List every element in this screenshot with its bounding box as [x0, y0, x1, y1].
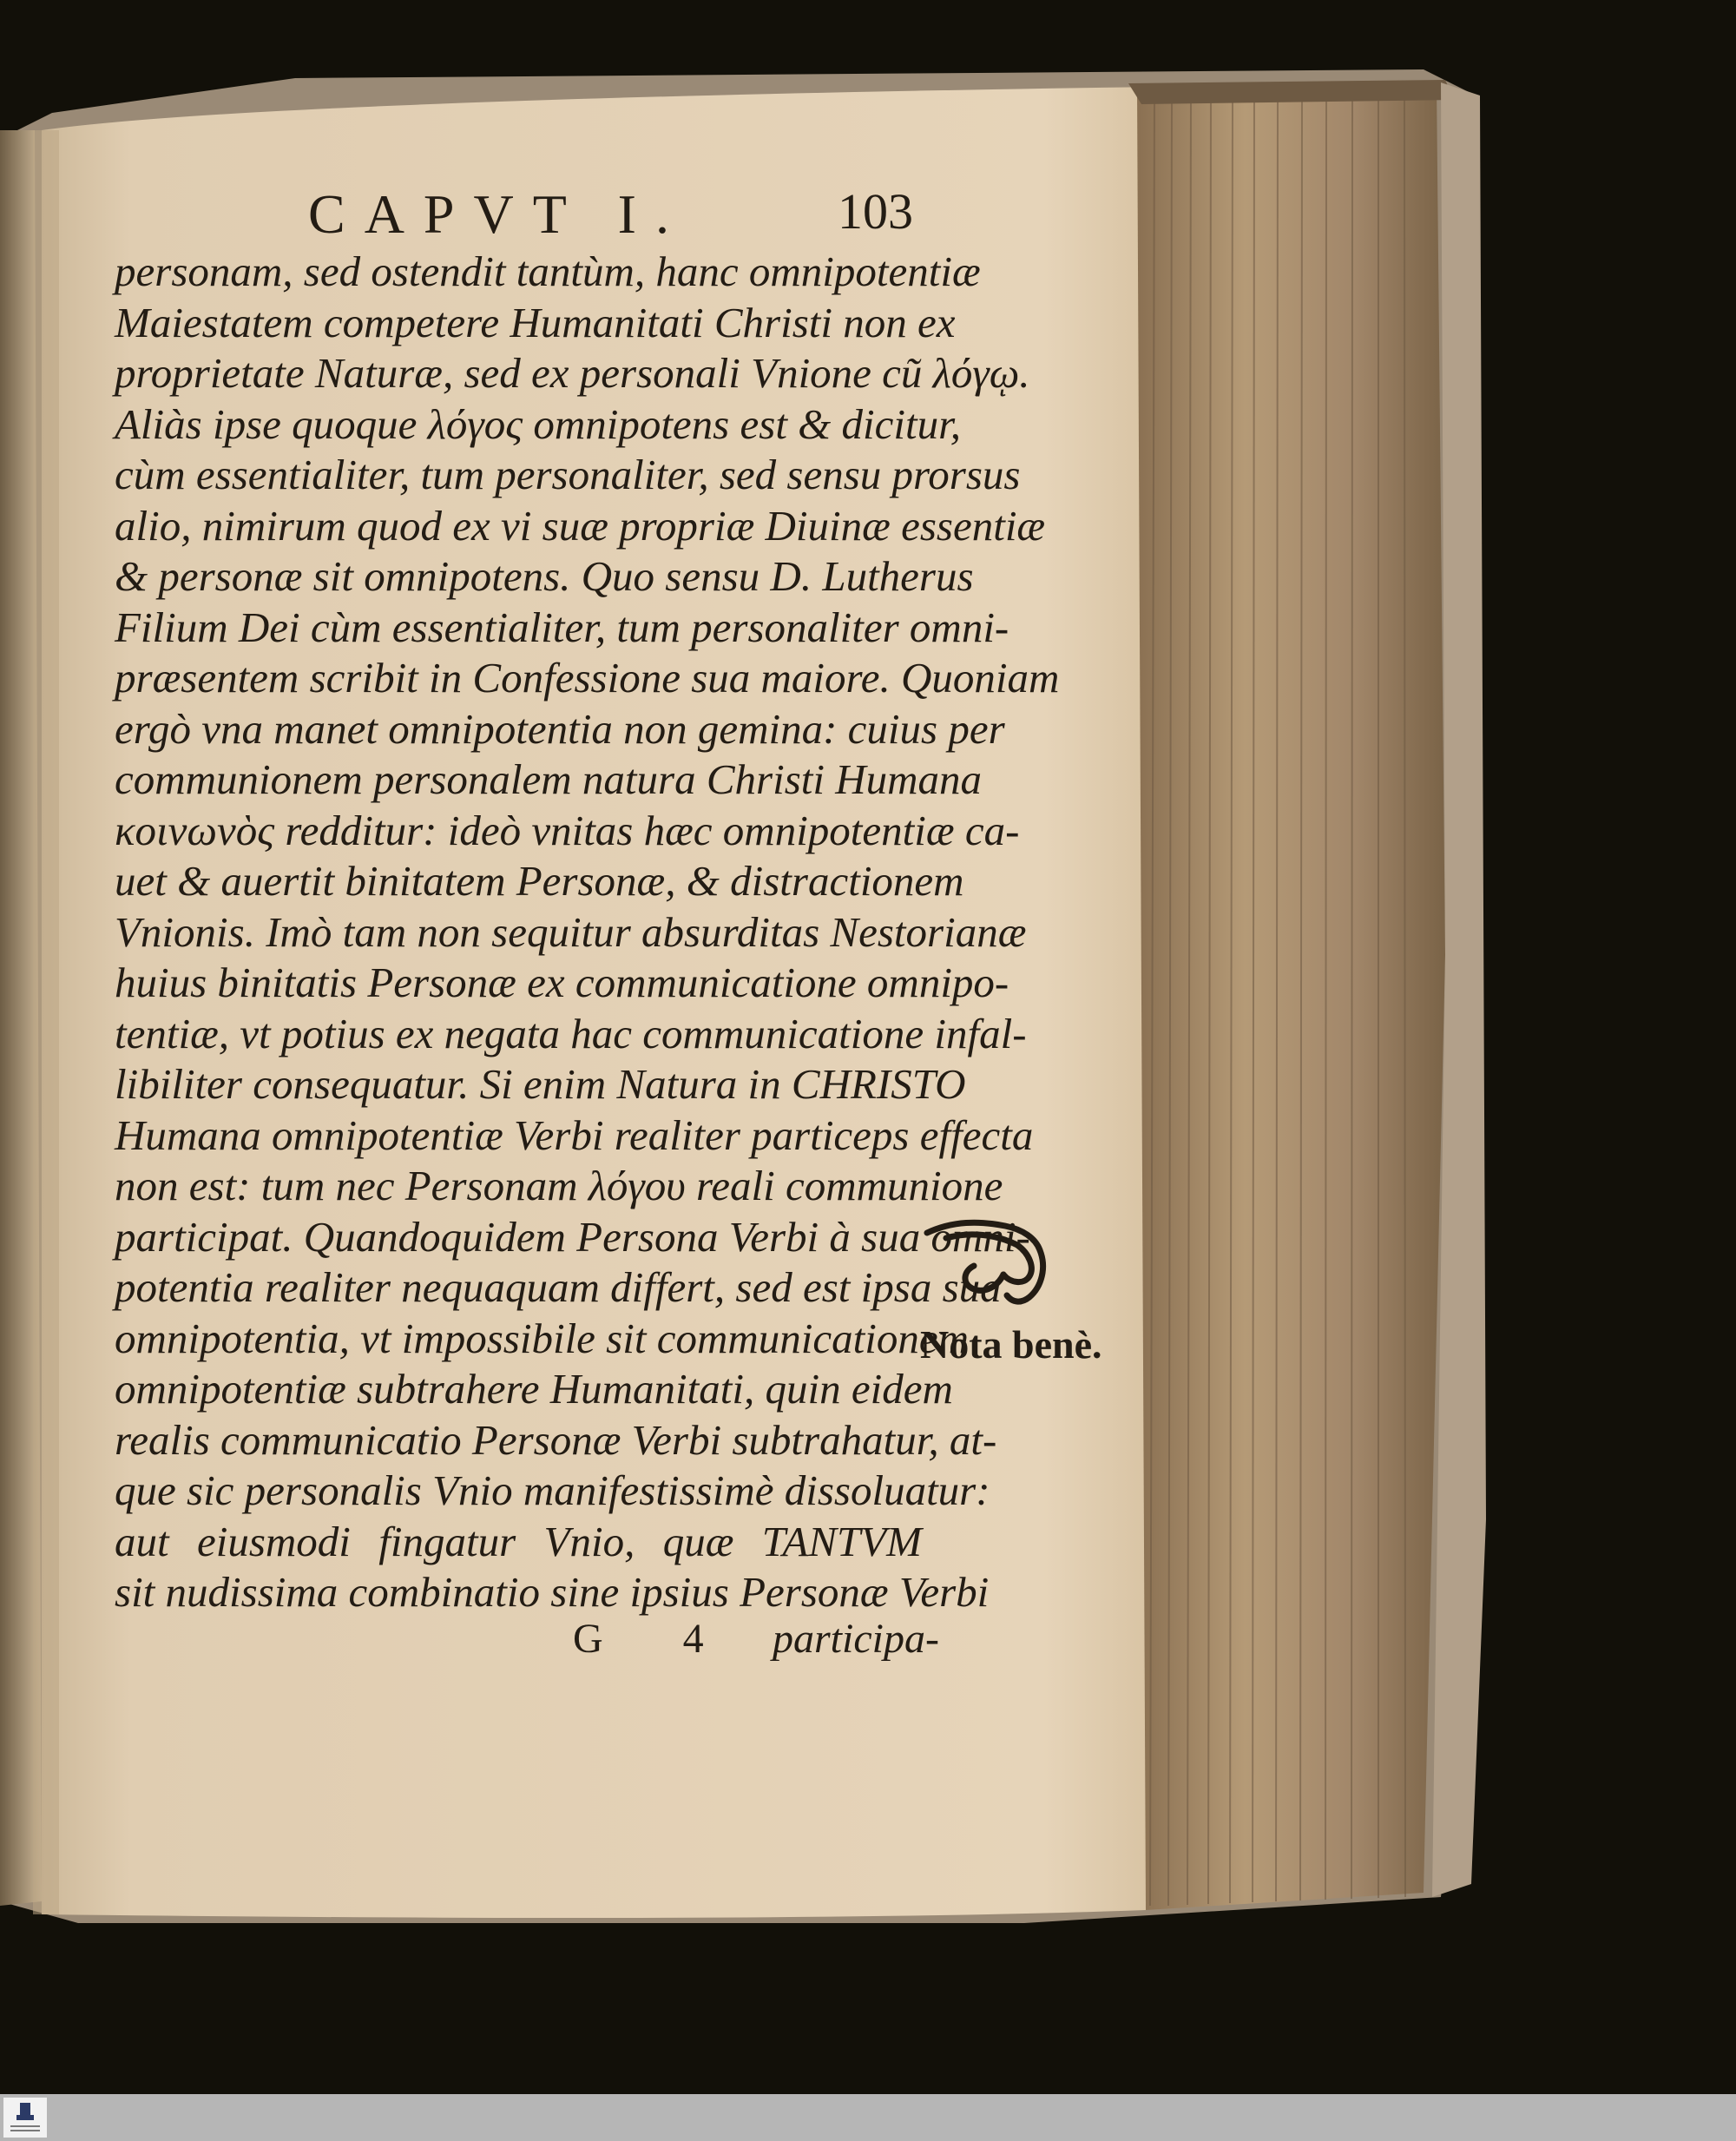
library-logo-icon: [3, 2098, 47, 2138]
text-line: omnipotentiæ subtrahere Humanitati, quin eidem: [115, 1365, 953, 1413]
text-line: tentiæ, vt potius ex negata hac communicatione infal-: [115, 1009, 1027, 1057]
text-line: uet & auertit binitatem Personæ, & distractionem: [115, 857, 964, 905]
page-number: 103: [838, 183, 913, 240]
text-line: potentia realiter nequaquam differt, sed est ipsa sua: [115, 1263, 1002, 1311]
text-line: omnipotentia, vt impossibile sit communicationem: [115, 1314, 969, 1362]
text-line: personam, sed ostendit tantùm, hanc omnipotentiæ: [115, 247, 981, 295]
text-line: præsentem scribit in Confessione sua maiore. Quoniam: [115, 654, 1060, 702]
text-line: κοινωνὸς redditur: ideò vnitas hæc omnipotentiæ ca-: [115, 806, 1020, 854]
margin-note: Nota benè.: [920, 1322, 1102, 1367]
text-line: Maiestatem competere Humanitati Christi non ex: [115, 298, 956, 346]
text-line: Vnionis. Imò tam non sequitur absurditas Nestorianæ: [115, 907, 1027, 956]
library-logo: [3, 2098, 47, 2138]
signature-mark: G 4: [573, 1616, 739, 1662]
running-head: CAPVT I.: [308, 183, 688, 245]
text-line: realis communicatio Personæ Verbi subtrahatur, at-: [115, 1415, 997, 1464]
text-line: participat. Quandoquidem Persona Verbi à sua omni-: [115, 1212, 1030, 1261]
text-line: que sic personalis Vnio manifestissimè dissoluatur:: [115, 1466, 990, 1514]
text-line: Aliàs ipse quoque λόγος omnipotens est & dicitur,: [115, 399, 962, 448]
text-line: cùm essentialiter, tum personaliter, sed sensu prorsus: [115, 451, 1021, 498]
text-line: huius binitatis Personæ ex communicatione omnipo-: [115, 959, 1009, 1006]
text-line: proprietate Naturæ, sed ex personali Vnione cũ λόγῳ.: [115, 349, 1030, 397]
text-line: libiliter consequatur. Si enim Natura in CHRISTO: [115, 1060, 966, 1108]
text-line: ergò vna manet omnipotentia non gemina: cuius per: [115, 704, 1005, 753]
text-line: sit nudissima combinatio sine ipsius Personæ Verbi: [115, 1568, 990, 1616]
text-line: alio, nimirum quod ex vi suæ propriæ Diuinæ essentiæ: [115, 501, 1046, 550]
text-line: Humana omnipotentiæ Verbi realiter particeps effecta: [115, 1110, 1034, 1159]
text-line: Filium Dei cùm essentialiter, tum personaliter omni-: [115, 603, 1009, 651]
text-line: aut eiusmodi fingatur Vnio, quæ TANTVM: [115, 1517, 922, 1565]
text-line: non est: tum nec Personam λόγου reali communione: [115, 1162, 1003, 1209]
text-line: communionem personalem natura Christi Humana: [115, 755, 983, 803]
text-line: & personæ sit omnipotens. Quo sensu D. Lutherus: [115, 552, 974, 600]
catchword: participa-: [773, 1616, 939, 1662]
viewer-footer-bar: [0, 2094, 1736, 2141]
